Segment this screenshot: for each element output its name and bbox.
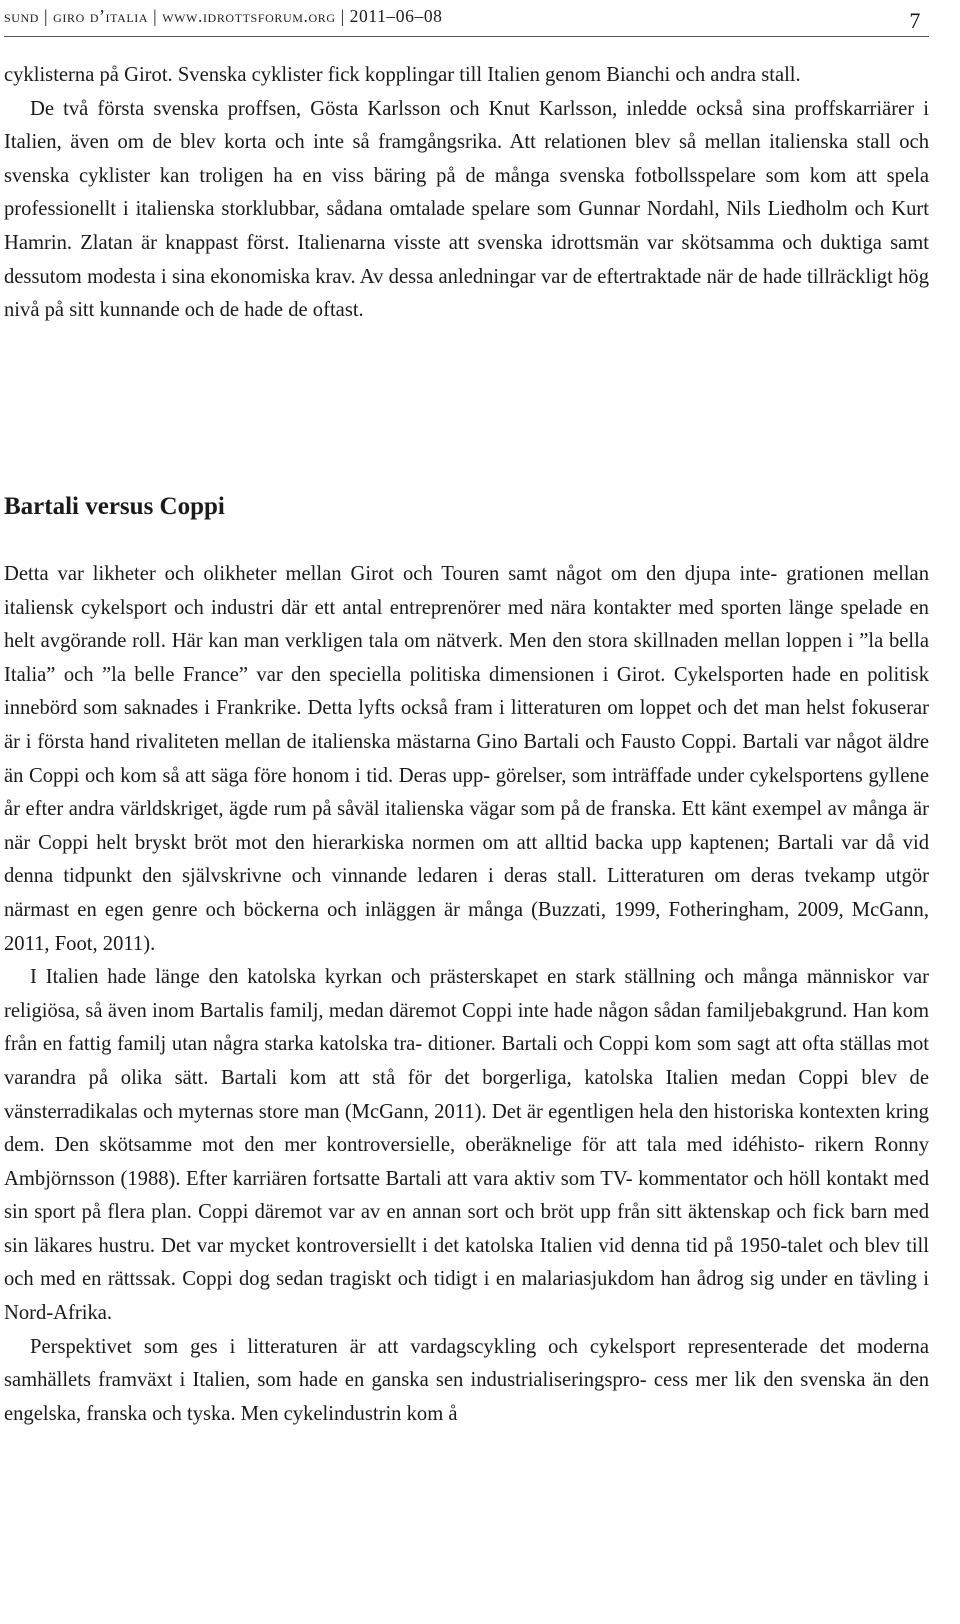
- text-line: fokuserar är i första hand rivaliteten mellan de italienska mästarna Gino Bartali och Fausto: [4, 697, 929, 753]
- text-line: bryskt bröt mot den hierarkiska normen om att alltid backa upp kaptenen; Bartali var då vid: [134, 831, 929, 854]
- text-line: I Italien hade länge den katolska kyrkan och prästerskapet en stark ställning och många: [30, 966, 798, 989]
- intro-text: [4, 59, 929, 328]
- text-line: tävling i Nord-Afrika.: [4, 1268, 929, 1325]
- text-line: grationen mellan italiensk cykelsport och industri där ett antal entreprenörer med nära: [4, 563, 929, 619]
- text-line: på såväl italienska vägar som på de franska. Ett känt exempel av många är när Coppi helt: [4, 798, 929, 854]
- text-line: Fotheringham, 2009, McGann, 2011, Foot, 2011).: [4, 898, 929, 955]
- text-line: nätverk. Men den stora skillnaden mellan loppen i ”la bella Italia” och ”la belle France”: [4, 630, 929, 686]
- text-line: Perspektivet som ges i litteraturen är att vardagscykling och cykelsport representerade: [30, 1335, 808, 1358]
- running-header: [4, 0, 929, 37]
- document-page: [4, 0, 930, 1425]
- paragraph: [4, 961, 929, 1331]
- text-line: Detta var likheter och olikheter mellan Girot och Touren samt något om den djupa inte-: [4, 563, 778, 585]
- text-line: kontroversiellt i det katolska Italien vid denna tid på 1950-talet och blev till och med en: [4, 1234, 929, 1291]
- text-line: dessutom modesta i sina ekonomiska krav. Av dessa anledningar var de eftertraktade när de: [4, 265, 758, 288]
- text-line: görelser, som inträffade under cykelsportens gyllene år efter andra världskriget, ägde rum: [4, 764, 929, 821]
- text-line: många svenska fotbollsspelare som kom att spela professionellt i italienska storklubbar,: [4, 164, 929, 221]
- text-line: cess mer lik den svenska än den engelska, franska och tyska. Men cykelindustrin kom å: [4, 1369, 929, 1425]
- text-line: kontakter med sporten länge spelade en helt avgörande roll. Här kan man verkligen tala om: [4, 596, 929, 653]
- text-line: var den speciella politiska dimensionen i Girot. Cykelsporten hade en politisk innebörd: [4, 663, 929, 720]
- text-line: sådana omtalade spelare som Gunnar Nordahl, Nils Liedholm och Kurt Hamrin. Zlatan är: [4, 198, 929, 254]
- text-line: tvekamp utgör närmast en egen genre och böckerna och inläggen är många (Buzzati, 1999,: [4, 865, 930, 921]
- text-line: cyklisterna på Girot. Svenska cyklister fick kopplingar till Italien genom Bianchi och andra: [4, 64, 757, 86]
- text-line: som saknades i Frankrike. Detta lyfts också fram i litteraturen om loppet och det man helst: [83, 697, 846, 720]
- section-heading: Bartali versus Coppi: [4, 493, 225, 520]
- text-line: rättssak. Coppi dog sedan tragiskt och tidigt i en malariasjukdom han ådrog sig under en: [107, 1268, 854, 1291]
- text-line: myternas store man (McGann, 2011). Det är egentligen hela den historiska kontexten kring: [178, 1100, 929, 1123]
- paragraph: [4, 558, 929, 961]
- paragraph: [4, 93, 929, 328]
- text-line: dem. Den skötsamme mot den mer kontroversielle, oberäknelige för att tala med idéhisto-: [4, 1134, 805, 1157]
- text-line: knappast först. Italienarna visste att svenska idrottsmän var skötsamma och duktiga samt: [165, 231, 929, 254]
- text-line: hade tillräckligt hög nivå på sitt kunnande och de hade de oftast.: [4, 265, 929, 322]
- text-line: proffskarriärer i Italien, även om de blev korta och inte så framgångsrika. Att relationen: [4, 97, 929, 154]
- text-line: kom att stå för det borgerliga, katolska Italien medan Coppi blev de vänsterradikalas och: [4, 1066, 929, 1123]
- text-line: någon sådan familjebakgrund. Han kom från en fattig familj utan några starka katolska tra-: [4, 999, 929, 1056]
- page-number: 7: [909, 8, 921, 33]
- text-line: det moderna samhällets framväxt i Italien, som hade en ganska sen industrialiseringspro-: [4, 1335, 929, 1392]
- text-line: denna tidpunkt den självskrivne och vinnande ledaren i deras stall. Litteraturen om deras: [4, 865, 795, 888]
- text-line: kommentator och höll kontakt med sin sport på flera plan. Coppi däremot var av en annan: [4, 1167, 929, 1224]
- section-body: [4, 558, 929, 1431]
- text-line: stall.: [761, 64, 801, 86]
- text-line: ditioner. Bartali och Coppi kom som sagt att ofta ställas mot varandra på olika sätt. Bartali: [4, 1033, 929, 1089]
- paragraph: [4, 1331, 929, 1432]
- running-head-text: sund | giro d’italia | www.idrottsforum.org | 2011–06–08: [4, 6, 443, 26]
- paragraph: [4, 59, 929, 93]
- text-line: blev så mellan italienska stall och svenska cyklister kan troligen ha en viss bäring på de: [4, 131, 929, 187]
- text-line: Coppi. Bartali var något äldre än Coppi och kom så att säga före honom i tid. Deras upp-: [4, 730, 929, 787]
- text-line: rikern Ronny Ambjörnsson (1988). Efter karriären fortsatte Bartali att vara aktiv som TV-: [4, 1134, 930, 1190]
- text-line: De två första svenska proffsen, Gösta Karlsson och Knut Karlsson, inledde också sina: [30, 97, 786, 120]
- text-line: sort och bröt upp från sitt äktenskap och fick barn med sin läkares hustru. Det var mycket: [4, 1201, 929, 1257]
- text-line: människor var religiösa, så även inom Bartalis familj, medan däremot Coppi inte hade: [4, 966, 930, 1022]
